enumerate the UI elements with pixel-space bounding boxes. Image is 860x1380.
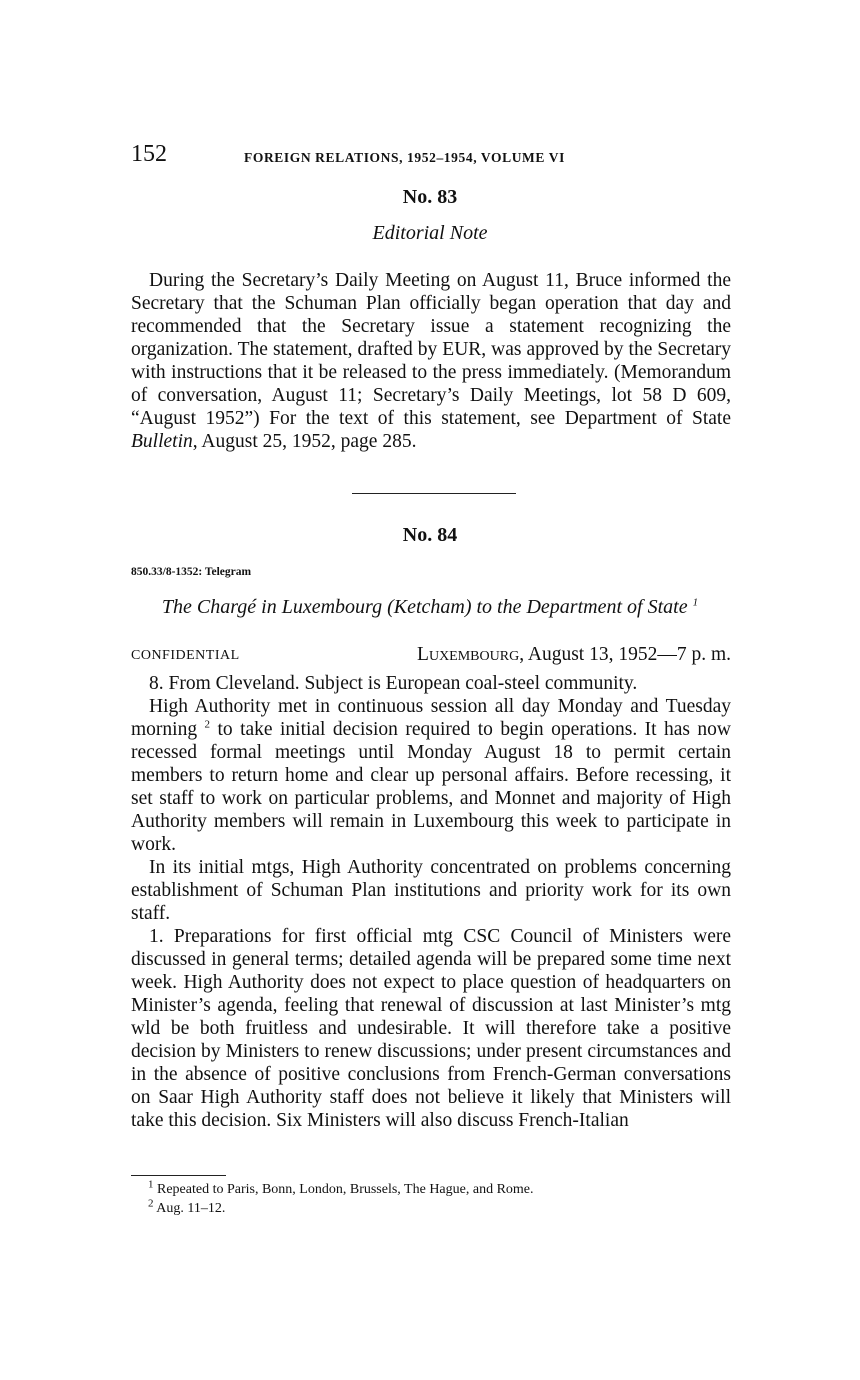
editorial-note-text-end: , August 25, 1952, page 285. bbox=[192, 431, 417, 452]
paragraph-2-text: High Authority met in continuous session all day Monday and Tuesday morning bbox=[131, 696, 731, 740]
footnote-2-text: Aug. 11–12. bbox=[156, 1201, 226, 1216]
running-head: FOREIGN RELATIONS, 1952–1954, VOLUME VI bbox=[244, 150, 565, 165]
telegram-title bbox=[0, 596, 860, 619]
bulletin-italic: Bulletin bbox=[131, 431, 193, 452]
footnotes bbox=[148, 1180, 534, 1218]
editorial-note-title: Editorial Note bbox=[372, 222, 488, 244]
footnote-1-text: Repeated to Paris, Bonn, London, Brussels, The Hague, and Rome. bbox=[157, 1182, 534, 1197]
paragraph-2-text-cont: to take initial decision required to begin operations. It has now recessed formal meetings until Monday August 18 to permit certain members to return home and clear up personal affairs. Before recessing, it set staff to work on particular problems, and Monnet and majority of High Authority members will remain in Luxembourg this week to participate in work. bbox=[131, 719, 731, 855]
paragraph-3: In its initial mtgs, High Authority concentrated on problems concerning establishment of Schuman Plan institutions and priority work for its own staff. bbox=[131, 857, 731, 924]
telegram-heading bbox=[131, 644, 731, 668]
dateline-place: Luxembourg bbox=[417, 644, 520, 665]
classification-label: CONFIDENTIAL bbox=[131, 648, 240, 663]
footnote-ref-2: 2 bbox=[204, 718, 211, 731]
footnote-rule bbox=[131, 1175, 226, 1176]
section-separator bbox=[352, 493, 516, 494]
editorial-note-text: During the Secretary’s Daily Meeting on August 11, Bruce informed the Secretary that the Schuman Plan officially began operation that day and recommended that the Secretary issue a statement recognizing the organization. The statement, drafted by EUR, was approved by the Secretary with instructions that it be released to the press immediately. (Memorandum of conversation, August 11; Secretary’s Daily Meetings, lot 58 D 609, “August 1952”) For the text of this statement, see Department of State bbox=[131, 270, 731, 429]
document-number-83: No. 83 bbox=[402, 186, 458, 208]
editorial-note-body bbox=[131, 269, 731, 453]
dateline-date: , August 13, 1952—7 p. m. bbox=[519, 644, 731, 665]
file-reference: 850.33/8-1352: Telegram bbox=[131, 566, 252, 578]
page-number: 152 bbox=[131, 141, 167, 167]
paragraph-1: 8. From Cleveland. Subject is European coal-steel community. bbox=[149, 673, 638, 694]
dateline bbox=[417, 644, 731, 666]
footnote-1 bbox=[148, 1180, 534, 1199]
document-number-84: No. 84 bbox=[402, 524, 458, 546]
footnote-2 bbox=[148, 1199, 534, 1218]
page-header bbox=[131, 141, 731, 171]
footnote-2-mark: 2 bbox=[148, 1197, 154, 1210]
footnote-ref-1: 1 bbox=[692, 596, 699, 609]
telegram-title-text: The Chargé in Luxembourg (Ketcham) to the Department of State bbox=[161, 596, 688, 618]
paragraph-2 bbox=[131, 695, 731, 856]
paragraph-4: 1. Preparations for first official mtg CSC Council of Ministers were discussed in general terms; detailed agenda will be prepared some time next week. High Authority does not expect to place question of headquarters on Minister’s agenda, feeling that renewal of discussion at last Minister’s mtg wld be both fruitless and undesirable. It will therefore take a positive decision by Ministers to renew discussions; under present circumstances and in the absence of positive conclusions from French-German conversations on Saar High Authority staff does not believe it likely that Ministers will take this decision. Six Ministers will also discuss French-Italian bbox=[131, 926, 731, 1131]
telegram-body bbox=[131, 672, 731, 1132]
footnote-1-mark: 1 bbox=[148, 1178, 154, 1191]
